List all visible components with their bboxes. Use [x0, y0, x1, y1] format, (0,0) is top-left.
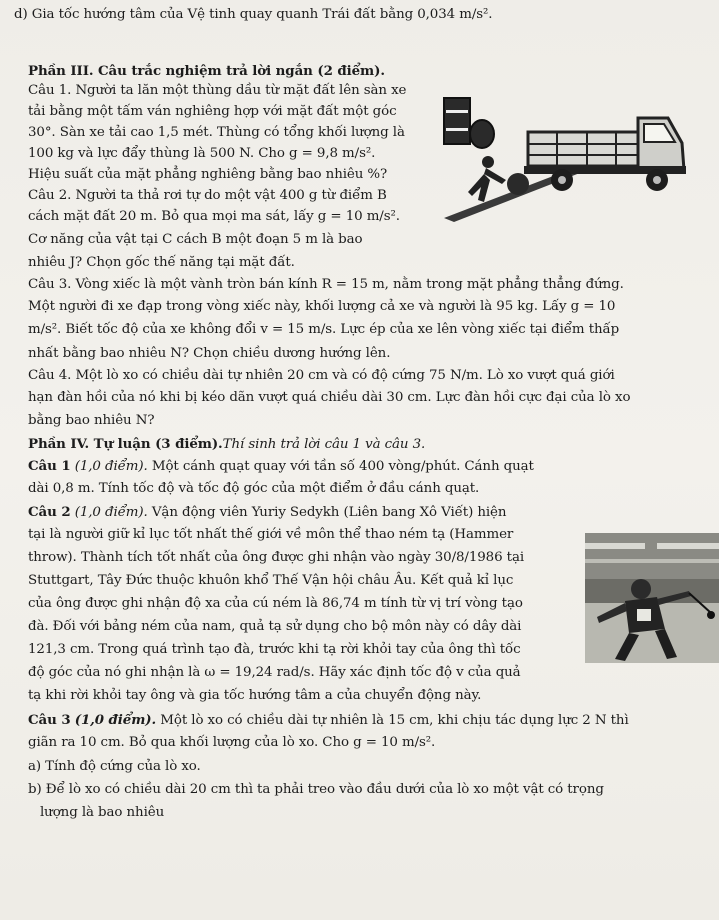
essay-q2-line-6: đà. Đối với bảng ném của nam, quả tạ sử dụng cho bộ môn này có dây dài [28, 619, 522, 634]
q3-line-4: nhất bằng bao nhiêu N? Chọn chiều dương hướng lên. [28, 346, 391, 361]
section-4-note: Thí sinh trả lời câu 1 và câu 3. [222, 437, 426, 452]
essay-q2-line-5: của ông được ghi nhận độ xa của cú ném là 86,74 m tính từ vị trí vòng tạo [28, 596, 523, 611]
question-d-text: d) Gia tốc hướng tâm của Vệ tinh quay quanh Trái đất bằng 0,034 m/s². [14, 7, 493, 22]
essay-q1-text: Một cánh quạt quay với tần số 400 vòng/phút. Cánh quạt [151, 459, 534, 474]
essay-q3-part-b-line-1: b) Để lò xo có chiều dài 20 cm thì ta phải treo vào đầu dưới của lò xo một vật có trọng [28, 782, 604, 797]
q4-line-2: hạn đàn hồi của nó khi bị kéo dãn vượt quá chiều dài 30 cm. Lực đàn hồi cực đại của lò xo [28, 390, 631, 405]
q4-line-1: Câu 4. Một lò xo có chiều dài tự nhiên 20 cm và có độ cứng 75 N/m. Lò xo vượt quá giới [28, 368, 615, 383]
essay-q1-line-1 [28, 457, 534, 476]
q3-line-2: Một người đi xe đạp trong vòng xiếc này, khối lượng cả xe và người là 95 kg. Lấy g = 10 [28, 299, 616, 314]
q1-line-2: tải bằng một tấm ván nghiêng hợp với mặt đất một góc [28, 104, 397, 119]
essay-q1-line-2: dài 0,8 m. Tính tốc độ và tốc độ góc của một điểm ở đầu cánh quạt. [28, 481, 480, 496]
essay-q2-points: (1,0 điểm). [74, 505, 148, 520]
q1-line-1: Câu 1. Người ta lăn một thùng dầu từ mặt đất lên sàn xe [28, 83, 407, 98]
essay-q3-line-2: giãn ra 10 cm. Bỏ qua khối lượng của lò xo. Cho g = 10 m/s². [28, 735, 436, 750]
essay-q2-text: Vận động viên Yuriy Sedykh (Liên bang Xô Viết) hiện [151, 505, 507, 520]
essay-q3-label: Câu 3 [28, 712, 71, 728]
q4-line-3: bằng bao nhiêu N? [28, 413, 155, 428]
essay-q2-line-1 [28, 503, 506, 522]
essay-q2-line-7: 121,3 cm. Trong quá trình tạo đà, trước khi tạ rời khỏi tay của ông thì tốc [28, 642, 521, 657]
essay-q2-label: Câu 2 [28, 504, 71, 520]
q3-line-3: m/s². Biết tốc độ của xe không đổi v = 15 m/s. Lực ép của xe lên vòng xiếc tại điểm thấp [28, 322, 620, 337]
section-4-heading-line [28, 435, 425, 454]
essay-q2-line-3: throw). Thành tích tốt nhất của ông được ghi nhận vào ngày 30/8/1986 tại [28, 550, 525, 565]
essay-q3-part-a: a) Tính độ cứng của lò xo. [28, 759, 201, 774]
essay-q2-line-8: độ góc của nó ghi nhận là ω = 19,24 rad/s. Hãy xác định tốc độ v của quả [28, 665, 521, 680]
q2-line-4: nhiêu J? Chọn gốc thế năng tại mặt đất. [28, 255, 295, 270]
q2-line-2: cách mặt đất 20 m. Bỏ qua mọi ma sát, lấy g = 10 m/s². [28, 209, 400, 224]
essay-q1-points: (1,0 điểm). [74, 459, 148, 474]
essay-q3-text: Một lò xo có chiều dài tự nhiên là 15 cm, khi chịu tác dụng lực 2 N thì [160, 713, 629, 728]
q3-line-1: Câu 3. Vòng xiếc là một vành tròn bán kính R = 15 m, nằm trong mặt phẳng thẳng đứng. [28, 277, 624, 292]
essay-q2-line-4: Stuttgart, Tây Đức thuộc khuôn khổ Thế Vận hội châu Âu. Kết quả kỉ lục [28, 573, 514, 588]
truck-ramp-illustration-icon [432, 88, 702, 230]
section-4-heading: Phần IV. Tự luận (3 điểm). [28, 436, 223, 452]
hammer-throw-athlete-photo-icon [585, 533, 719, 663]
q2-line-3: Cơ năng của vật tại C cách B một đoạn 5 m là bao [28, 232, 363, 247]
section-3-heading: Phần III. Câu trắc nghiệm trả lời ngắn (2 điểm). [28, 63, 385, 79]
essay-q2-line-2: tại là người giữ kỉ lục tốt nhất thế giới về môn thể thao ném tạ (Hammer [28, 527, 514, 542]
q1-line-4: 100 kg và lực đẩy thùng là 500 N. Cho g = 9,8 m/s². [28, 146, 376, 161]
q2-line-1: Câu 2. Người ta thả rơi tự do một vật 400 g từ điểm B [28, 188, 387, 203]
essay-q3-line-1 [28, 711, 629, 730]
q1-line-3: 30°. Sàn xe tải cao 1,5 mét. Thùng có tổng khối lượng là [28, 125, 405, 140]
essay-q1-label: Câu 1 [28, 458, 71, 474]
essay-q3-part-b-line-2: lượng là bao nhiêu [40, 805, 165, 820]
essay-q3-points: (1,0 điểm). [74, 712, 157, 728]
q1-line-5: Hiệu suất của mặt phẳng nghiêng bằng bao nhiêu %? [28, 167, 388, 182]
essay-q2-line-9: tạ khi rời khỏi tay ông và gia tốc hướng tâm a của chuyển động này. [28, 688, 482, 703]
